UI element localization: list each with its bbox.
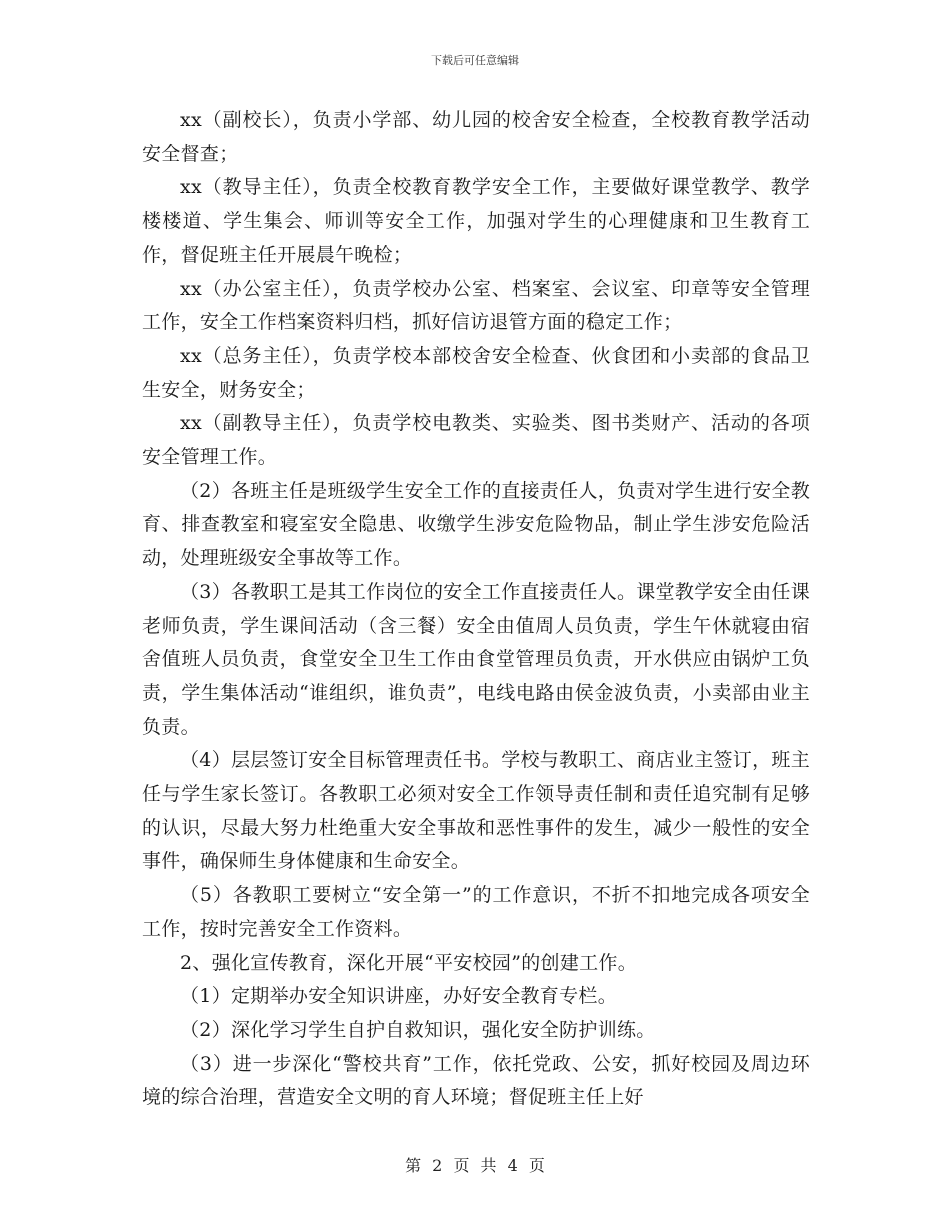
paragraph: xx（总务主任），负责学校本部校舍安全检查、伙食团和小卖部的食品卫生安全，财务安全； bbox=[142, 344, 810, 401]
document-body bbox=[142, 104, 810, 1115]
paragraph: （3）进一步深化“警校共育”工作，依托党政、公安，抓好校园及周边环境的综合治理，营造安全文明的育人环境；督促班主任上好 bbox=[142, 1052, 810, 1109]
paragraph: （2）深化学习学生自护自救知识，强化安全防护训练。 bbox=[180, 1018, 656, 1041]
paragraph: （5）各教职工要树立“安全第一”的工作意识，不折不扣地完成各项安全工作，按时完善安全工作资料。 bbox=[142, 884, 810, 940]
page-footer: 第 2 页 共 4 页 bbox=[405, 1156, 545, 1175]
paragraph: （1）定期举办安全知识讲座，办好安全教育专栏。 bbox=[180, 985, 617, 1008]
paragraph: xx（教导主任），负责全校教育教学安全工作，主要做好课堂教学、教学楼楼道、学生集会、师训等安全工作，加强对学生的心理健康和卫生教育工作，督促班主任开展晨午晚检； bbox=[142, 176, 810, 266]
paragraph: （2）各班主任是班级学生安全工作的直接责任人，负责对学生进行安全教育、排查教室和寝室安全隐患、收缴学生涉安危险物品，制止学生涉安危险活动，处理班级安全事故等工作。 bbox=[142, 479, 810, 570]
paragraph: xx（副校长），负责小学部、幼儿园的校舍安全检查，全校教育教学活动安全督查； bbox=[142, 109, 810, 165]
paragraph: （4）层层签订安全目标管理责任书。学校与教职工、商店业主签订，班主任与学生家长签订。各教职工必须对安全工作领导责任制和责任追究制有足够的认识，尽最大努力杜绝重大安全事故和恶性事件的发生，减少一般性的安全事件，确保师生身体健康和生命安全。 bbox=[142, 749, 810, 873]
paragraph: xx（副教导主任），负责学校电教类、实验类、图书类财产、活动的各项安全管理工作。 bbox=[142, 412, 810, 469]
section-heading: 2、强化宣传教育，深化开展“平安校园”的创建工作。 bbox=[180, 951, 638, 974]
paragraph: xx（办公室主任），负责学校办公室、档案室、会议室、印章等安全管理工作，安全工作档案资料归档，抓好信访退管方面的稳定工作； bbox=[142, 277, 810, 334]
page-header: 下载后可任意编辑 bbox=[431, 54, 519, 67]
paragraph: （3）各教职工是其工作岗位的安全工作直接责任人。课堂教学安全由任课老师负责，学生课间活动（含三餐）安全由值周人员负责，学生午休就寝由宿舍值班人员负责，食堂安全卫生工作由食堂管理员负责，开水供应由锅炉工负责，学生集体活动“谁组织，谁负责”，电线电路由侯金波负责，小卖部由业主负责。 bbox=[142, 580, 810, 738]
